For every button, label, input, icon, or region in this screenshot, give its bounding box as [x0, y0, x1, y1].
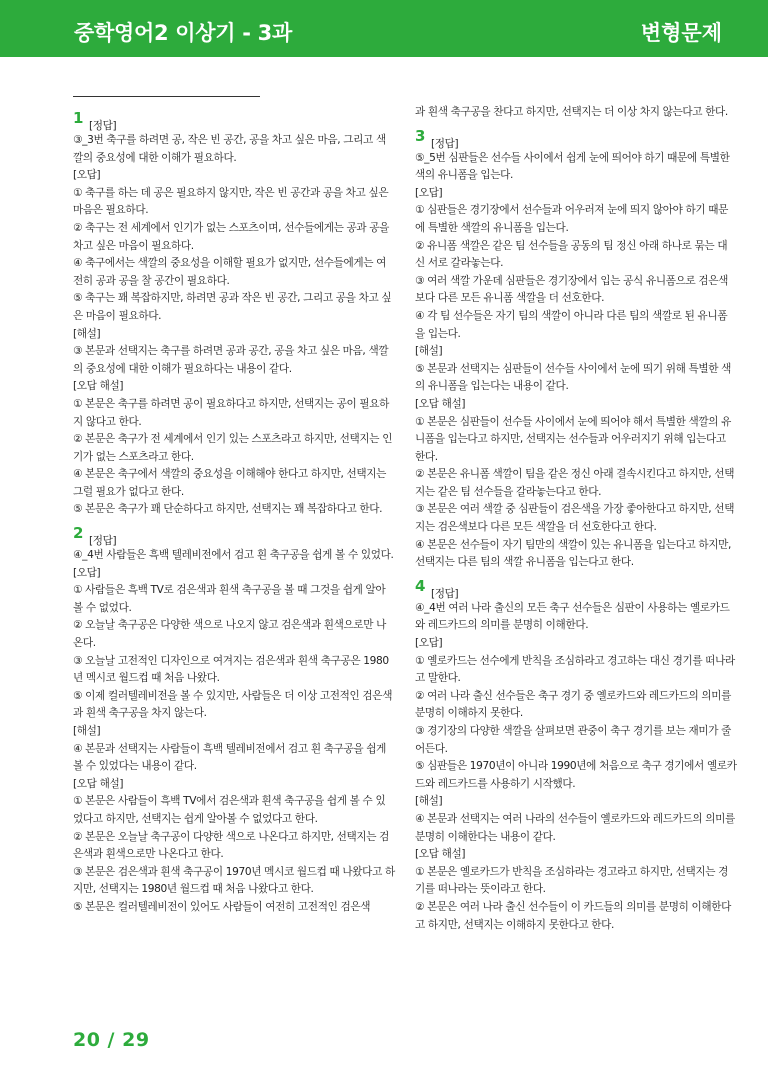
text-line: 과 흰색 축구공을 찬다고 하지만, 선택지는 더 이상 차지 않는다고 한다.: [415, 106, 728, 118]
text-line: ③ 오늘날 고전적인 디자인으로 여겨지는 검은색과 흰색 축구공은 1980년 멕시코 월드컵 때 처음 나왔다.: [73, 654, 389, 685]
answer-label: [정답]: [431, 137, 459, 150]
question-heading: [415, 574, 737, 600]
text-line: [오답]: [73, 566, 101, 579]
text-line: ⑤ 본문은 축구가 꽤 단순하다고 하지만, 선택지는 꽤 복잡하다고 한다.: [73, 503, 383, 516]
question-number: 3: [415, 126, 426, 145]
text-line: ① 옐로카드는 선수에게 반칙을 조심하라고 경고하는 대신 경기를 떠나라고 말한다.: [415, 654, 735, 685]
question-number: 4: [415, 576, 426, 595]
question-number: 2: [73, 524, 84, 543]
text-line: [오답]: [415, 637, 443, 650]
text-line: ④ 본문과 선택지는 여러 나라의 선수들이 옐로카드와 레드카드의 의미를 분명히 이해한다는 내용이 같다.: [415, 812, 735, 843]
text-line: ③ 본문과 선택지는 축구를 하려면 공과 공간, 공을 차고 싶은 마음, 색깔의 중요성에 대한 이해가 필요하다는 내용이 같다.: [73, 345, 389, 375]
text-line: ⑤ 본문과 선택지는 심판들이 선수들 사이에서 눈에 띄기 위해 특별한 색의 유니폼을 입는다는 내용이 같다.: [415, 362, 732, 393]
text-line: ④ 본문과 선택지는 사람들이 흑백 텔레비전에서 검고 흰 축구공을 쉽게 볼 수 있었다는 내용이 같다.: [73, 742, 387, 773]
text-line: [오답]: [73, 169, 101, 182]
text-line: ① 축구를 하는 데 공은 필요하지 않지만, 작은 빈 공간과 공을 차고 싶은 마음은 필요하다.: [73, 186, 389, 217]
text-line: ④ 본문은 축구에서 색깔의 중요성을 이해해야 한다고 하지만, 선택지는 그럴 필요가 없다고 한다.: [73, 468, 387, 498]
text-line: ④ 본문은 선수들이 자기 팀만의 색깔이 있는 유니폼을 입는다고 하지만, 선택지는 다른 팀의 색깔 유니폼을 입는다고 한다.: [415, 538, 732, 569]
text-line: ④_4번 여러 나라 출신의 모든 축구 선수들은 심판이 사용하는 옐로카드와 레드카드의 의미를 분명히 이해한다.: [415, 601, 730, 632]
text-line: ④_4번 사람들은 흑백 텔레비전에서 검고 흰 축구공을 쉽게 볼 수 있었다.: [73, 549, 394, 562]
text-line: ⑤ 이제 컬러텔레비전을 볼 수 있지만, 사람들은 더 이상 고전적인 검은색과 흰색 축구공을 차지 않는다.: [73, 689, 393, 720]
text-line: [해설]: [415, 345, 443, 358]
text-line: [해설]: [73, 327, 101, 340]
text-line: ③ 본문은 여러 색깔 중 심판들이 검은색을 가장 좋아한다고 하지만, 선택지는 검은색보다 다른 모든 색깔을 더 선호한다고 한다.: [415, 503, 735, 534]
text-line: ① 본문은 축구를 하려면 공이 필요하다고 하지만, 선택지는 공이 필요하지 않다고 한다.: [73, 397, 390, 428]
text-line: ② 본문은 여러 나라 출신 선수들이 이 카드들의 의미를 분명히 이해한다고 하지만, 선택지는 이해하지 못한다고 한다.: [415, 900, 732, 931]
text-line: [오답 해설]: [415, 397, 466, 410]
question-heading: [73, 106, 395, 132]
text-line: ③_3번 축구를 하려면 공, 작은 빈 공간, 공을 차고 싶은 마음, 그리고 색깔의 중요성에 대한 이해가 필요하다.: [73, 134, 386, 164]
right-column: [415, 104, 737, 934]
text-line: ③ 본문은 검은색과 흰색 축구공이 1970년 멕시코 월드컵 때 나왔다고 하지만, 선택지는 1980년 월드컵 때 처음 나왔다고 한다.: [73, 865, 395, 896]
text-line: ④ 각 팀 선수들은 자기 팀의 색깔이 아니라 다른 팀의 색깔로 된 유니폼을 입는다.: [415, 309, 728, 340]
text-line: ① 본문은 옐로카드가 반칙을 조심하라는 경고라고 하지만, 선택지는 경기를 떠나라는 뜻이라고 한다.: [415, 865, 729, 896]
text-line: [오답 해설]: [73, 777, 124, 790]
text-line: [해설]: [415, 795, 443, 808]
text-line: ⑤ 축구는 꽤 복잡하지만, 하려면 공과 작은 빈 공간, 그리고 공을 차고 싶은 마음이 필요하다.: [73, 292, 392, 322]
answer-label: [정답]: [89, 535, 117, 548]
text-line: [오답]: [415, 186, 443, 199]
text-line: ② 본문은 오늘날 축구공이 다양한 색으로 나온다고 하지만, 선택지는 검은색과 흰색으로만 나온다고 한다.: [73, 830, 390, 861]
divider: [73, 96, 260, 97]
text-line: ① 본문은 사람들이 흑백 TV에서 검은색과 흰색 축구공을 쉽게 볼 수 있었다고 하지만, 선택지는 쉽게 알아볼 수 없었다고 한다.: [73, 795, 386, 825]
text-line: [오답 해설]: [73, 380, 124, 393]
text-line: [오답 해설]: [415, 848, 466, 861]
text-line: ① 심판들은 경기장에서 선수들과 어우러져 눈에 띄지 않아야 하기 때문에 특별한 색깔의 유니폼을 입는다.: [415, 204, 729, 234]
text-line: ② 본문은 유니폼 색깔이 팀을 같은 정신 아래 결속시킨다고 하지만, 선택지는 같은 팀 선수들을 갈라놓는다고 한다.: [415, 468, 735, 498]
answer-label: [정답]: [89, 120, 117, 132]
document-title: 중학영어2 이상기 - 3과: [74, 21, 292, 45]
text-line: ② 축구는 전 세계에서 인기가 없는 스포츠이며, 선수들에게는 공과 공을 차고 싶은 마음이 필요하다.: [73, 221, 390, 252]
text-line: ⑤ 본문은 컬러텔레비전이 있어도 사람들이 여전히 고전적인 검은색: [73, 900, 371, 913]
text-line: ② 오늘날 축구공은 다양한 색으로 나오지 않고 검은색과 흰색으로만 나온다.: [73, 619, 387, 650]
text-line: ③ 여러 색깔 가운데 심판들은 경기장에서 입는 공식 유니폼으로 검은색보다 다른 모든 유니폼 색깔을 더 선호한다.: [415, 274, 729, 305]
text-line: ② 여러 나라 출신 선수들은 축구 경기 중 옐로카드와 레드카드의 의미를 분명히 이해하지 못한다.: [415, 689, 732, 720]
question-heading: [73, 521, 395, 547]
text-line: ④ 축구에서는 색깔의 중요성을 이해할 필요가 없지만, 선수들에게는 여전히 공과 공을 찰 공간이 필요하다.: [73, 257, 387, 287]
text-line: ③ 경기장의 다양한 색깔을 살펴보면 관중이 축구 경기를 보는 재미가 줄어든다.: [415, 725, 732, 755]
text-line: ② 본문은 축구가 전 세계에서 인기 있는 스포츠라고 하지만, 선택지는 인기가 없는 스포츠라고 한다.: [73, 433, 393, 463]
text-line: ⑤_5번 심판들은 선수들 사이에서 쉽게 눈에 띄어야 하기 때문에 특별한 색의 유니폼을 입는다.: [415, 151, 730, 182]
text-line: ① 사람들은 흑백 TV로 검은색과 흰색 축구공을 볼 때 그것을 쉽게 알아볼 수 없었다.: [73, 584, 386, 614]
section-tag: 변형문제: [640, 21, 722, 45]
question-number: 1: [73, 109, 84, 127]
text-line: [해설]: [73, 725, 101, 737]
text-line: ② 유니폼 색깔은 같은 팀 선수들을 공동의 팀 정신 아래 하나로 묶는 대신 서로 갈라놓는다.: [415, 239, 728, 270]
text-line: ⑤ 심판들은 1970년이 아니라 1990년에 처음으로 축구 경기에서 옐로카드와 레드카드를 사용하기 시작했다.: [415, 760, 737, 790]
page-number: 20 / 29: [73, 1029, 150, 1051]
text-line: ① 본문은 심판들이 선수들 사이에서 눈에 띄어야 해서 특별한 색깔의 유니폼을 입는다고 하지만, 선택지는 선수들과 어우러지기 위해 입는다고 한다.: [415, 415, 732, 463]
page-header: [0, 0, 768, 57]
left-column: [73, 104, 395, 917]
question-heading: [415, 124, 737, 150]
answer-label: [정답]: [431, 587, 459, 600]
